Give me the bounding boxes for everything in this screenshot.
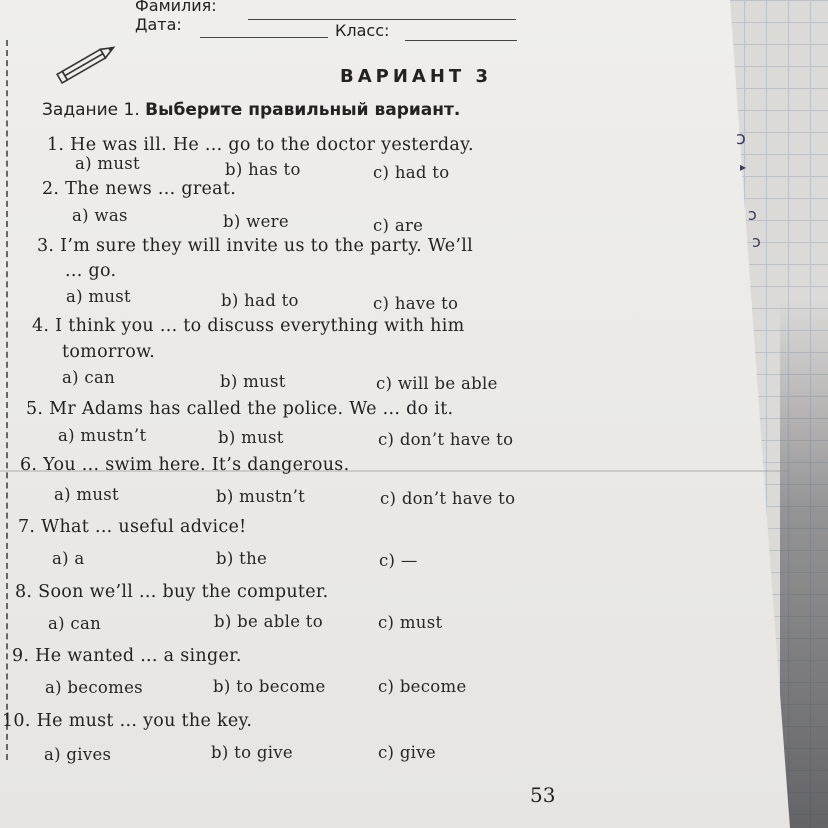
task-instruction: Выберите правильный вариант. xyxy=(145,100,461,120)
question-text: You ... swim here. It’s dangerous. xyxy=(43,455,350,475)
q3-option-b[interactable]: b) had to xyxy=(221,291,299,310)
question-number: 7. xyxy=(18,517,36,537)
q4-option-b[interactable]: b) must xyxy=(220,372,286,391)
question-8 xyxy=(15,582,329,602)
question-number: 10. xyxy=(2,711,31,731)
question-number: 9. xyxy=(12,646,30,666)
q1-option-c[interactable]: c) had to xyxy=(373,163,450,182)
class-label: Класс: xyxy=(335,21,390,40)
background-shadow xyxy=(780,300,828,828)
q1-option-b[interactable]: b) has to xyxy=(225,160,301,179)
variant-title: ВАРИАНТ 3 xyxy=(340,66,492,87)
q3-option-a[interactable]: a) must xyxy=(66,287,131,306)
pen-mark: ▸ xyxy=(740,160,747,174)
q7-option-b[interactable]: b) the xyxy=(216,549,268,568)
q8-option-a[interactable]: a) can xyxy=(48,614,102,633)
question-text: He must ... you the key. xyxy=(36,711,253,731)
question-4 xyxy=(32,316,465,336)
question-1 xyxy=(47,135,474,155)
q5-option-a[interactable]: a) mustn’t xyxy=(58,426,147,445)
q10-option-c[interactable]: c) give xyxy=(378,743,436,762)
q9-option-c[interactable]: c) become xyxy=(378,677,467,696)
q2-option-c[interactable]: c) are xyxy=(373,216,424,235)
class-field-line[interactable] xyxy=(405,40,517,41)
q10-option-b[interactable]: b) to give xyxy=(211,743,293,762)
question-number: 3. xyxy=(37,236,55,256)
date-label: Дата: xyxy=(135,15,182,34)
pen-mark: ↄ xyxy=(752,232,761,251)
q5-option-b[interactable]: b) must xyxy=(218,428,284,447)
surname-label: Фамилия: xyxy=(135,0,217,15)
task-title xyxy=(42,100,460,120)
q9-option-b[interactable]: b) to become xyxy=(213,677,326,696)
question-text: He wanted ... a singer. xyxy=(35,646,242,666)
q6-option-b[interactable]: b) mustn’t xyxy=(216,487,306,506)
question-6 xyxy=(20,455,349,475)
question-number: 5. xyxy=(26,399,44,419)
question-text: Soon we’ll ... buy the computer. xyxy=(38,582,329,602)
q7-option-c[interactable]: c) — xyxy=(379,551,418,570)
question-5 xyxy=(26,399,453,419)
q1-option-a[interactable]: a) must xyxy=(75,154,140,173)
pen-mark: ↄ xyxy=(748,205,757,224)
q2-option-b[interactable]: b) were xyxy=(223,212,289,231)
q8-option-c[interactable]: c) must xyxy=(378,613,443,632)
question-7 xyxy=(18,517,246,537)
question-2 xyxy=(42,179,236,199)
question-number: 2. xyxy=(42,179,60,199)
question-number: 6. xyxy=(20,455,38,475)
q7-option-a[interactable]: a) a xyxy=(52,549,85,568)
question-text: He was ill. He ... go to the doctor yesterday. xyxy=(70,135,474,155)
pen-mark: ↄ xyxy=(736,128,746,149)
question-text: Mr Adams has called the police. We ... do it. xyxy=(49,399,454,419)
pencil-icon xyxy=(52,44,122,84)
q8-option-b[interactable]: b) be able to xyxy=(214,612,323,631)
q10-option-a[interactable]: a) gives xyxy=(44,745,112,764)
question-number: 8. xyxy=(15,582,33,602)
question-3-continued: ... go. xyxy=(65,261,117,281)
q6-option-c[interactable]: c) don’t have to xyxy=(380,489,516,508)
page-number: 53 xyxy=(530,783,556,807)
q5-option-c[interactable]: c) don’t have to xyxy=(378,430,514,449)
q9-option-a[interactable]: a) becomes xyxy=(45,678,143,697)
q2-option-a[interactable]: a) was xyxy=(72,206,128,225)
date-field-line[interactable] xyxy=(200,37,328,38)
q6-option-a[interactable]: a) must xyxy=(54,485,119,504)
question-text: I think you ... to discuss everything with him xyxy=(55,316,465,336)
question-3 xyxy=(37,236,473,256)
question-number: 1. xyxy=(47,135,65,155)
question-text: The news ... great. xyxy=(65,179,237,199)
cut-margin-line xyxy=(6,40,8,760)
question-number: 4. xyxy=(32,316,50,336)
question-text: I’m sure they will invite us to the party. We’ll xyxy=(60,236,474,256)
question-9 xyxy=(12,646,242,666)
surname-field-line[interactable] xyxy=(248,19,516,20)
question-10 xyxy=(2,711,252,731)
q3-option-c[interactable]: c) have to xyxy=(373,294,459,313)
task-label: Задание 1. xyxy=(42,100,140,120)
q4-option-c[interactable]: c) will be able xyxy=(376,374,498,393)
q4-option-a[interactable]: a) can xyxy=(62,368,116,387)
question-text: What ... useful advice! xyxy=(41,517,247,537)
question-4-continued: tomorrow. xyxy=(62,342,156,362)
